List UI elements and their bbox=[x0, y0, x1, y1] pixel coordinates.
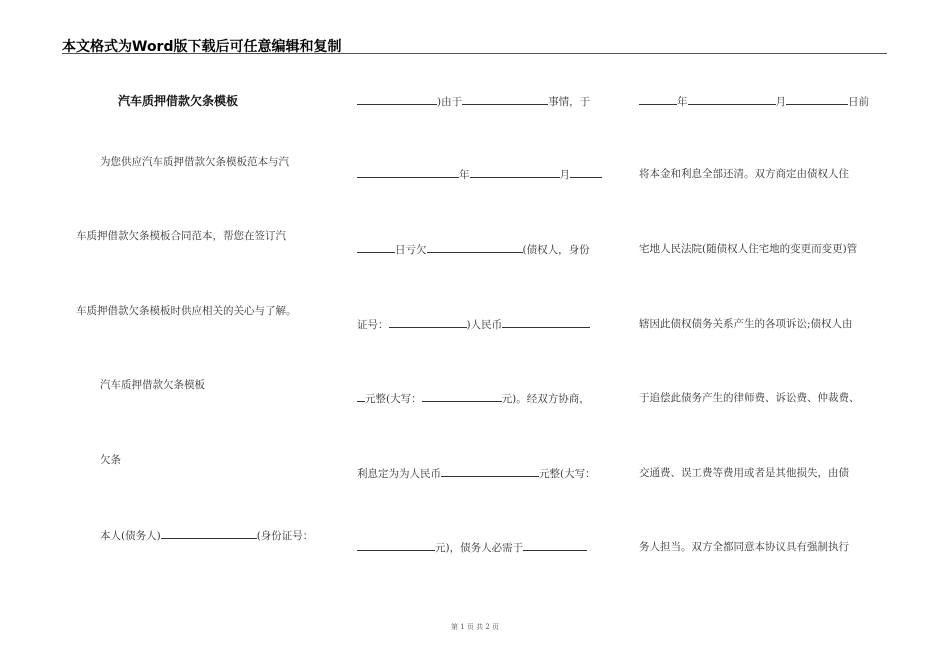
col3-line-6: 交通费、误工费等费用或者是其他损失，由债 bbox=[639, 467, 849, 479]
reason-blank bbox=[462, 94, 548, 105]
creditor-blank bbox=[427, 242, 523, 253]
intro-line-2: 车质押借款欠条模板合同范本，帮您在签订汽 bbox=[76, 230, 286, 242]
id-label: (身份证号： bbox=[256, 530, 314, 542]
due-blank bbox=[523, 540, 587, 551]
due-month-blank bbox=[688, 94, 776, 105]
day-blank-2 bbox=[357, 242, 395, 253]
iou-heading: 欠条 bbox=[100, 454, 121, 466]
interest-words-blank bbox=[357, 540, 435, 551]
col2-line-3: 日亏欠 (债权人，身份 bbox=[357, 242, 590, 257]
due-day-blank bbox=[786, 94, 848, 105]
year-blank bbox=[357, 167, 459, 178]
col2-line-7: 元)，债务人必需于 bbox=[357, 540, 587, 555]
document-title: 汽车质押借款欠条模板 bbox=[118, 94, 239, 108]
debtor-label: 本人(债务人) bbox=[100, 530, 161, 542]
col2-line-1: )由于 事情，于 bbox=[357, 94, 590, 109]
col3-line-1: 年 月 日前 bbox=[639, 94, 869, 109]
col2-line-4: 证号： )人民币 bbox=[357, 317, 590, 332]
col3-line-7: 务人担当。双方全都同意本协议具有强制执行 bbox=[639, 541, 849, 553]
col2-line-5: 元整(大写： 元)。经双方协商， bbox=[357, 391, 590, 406]
interest-blank bbox=[441, 466, 539, 477]
month-blank bbox=[470, 167, 560, 178]
col3-line-3: 宅地人民法院(随债权人住宅地的变更而变更)管 bbox=[639, 243, 858, 255]
intro-line-3: 车质押借款欠条模板时供应相关的关心与了解。 bbox=[76, 305, 297, 317]
header-rule bbox=[62, 53, 887, 54]
amount-blank bbox=[502, 317, 590, 328]
page-number: 第 1 页 共 2 页 bbox=[450, 623, 500, 631]
intro-line-1: 为您供应汽车质押借款欠条模板范本与汽 bbox=[100, 156, 289, 168]
document-header: 本文格式为Word版下载后可任意编辑和复制 bbox=[62, 39, 342, 55]
col2-line-2: 年 月 bbox=[357, 167, 602, 182]
debtor-line bbox=[100, 528, 313, 543]
creditor-id-blank bbox=[389, 317, 467, 328]
amount-words-blank bbox=[422, 391, 502, 402]
due-year-blank bbox=[639, 94, 677, 105]
debtor-name-blank bbox=[161, 528, 257, 539]
day-blank bbox=[570, 167, 602, 178]
id-number-blank bbox=[357, 94, 437, 105]
template-subtitle: 汽车质押借款欠条模板 bbox=[100, 379, 205, 391]
col3-line-5: 于追偿此债务产生的律师费、诉讼费、仲裁费、 bbox=[639, 392, 860, 404]
amount-blank-2 bbox=[357, 391, 365, 402]
col3-line-2: 将本金和利息全部还清。双方商定由债权人住 bbox=[639, 168, 849, 180]
col2-line-6: 利息定为为人民币 元整(大写： bbox=[357, 468, 596, 480]
col3-line-4: 辖因此债权债务关系产生的各项诉讼;债权人由 bbox=[639, 318, 853, 330]
